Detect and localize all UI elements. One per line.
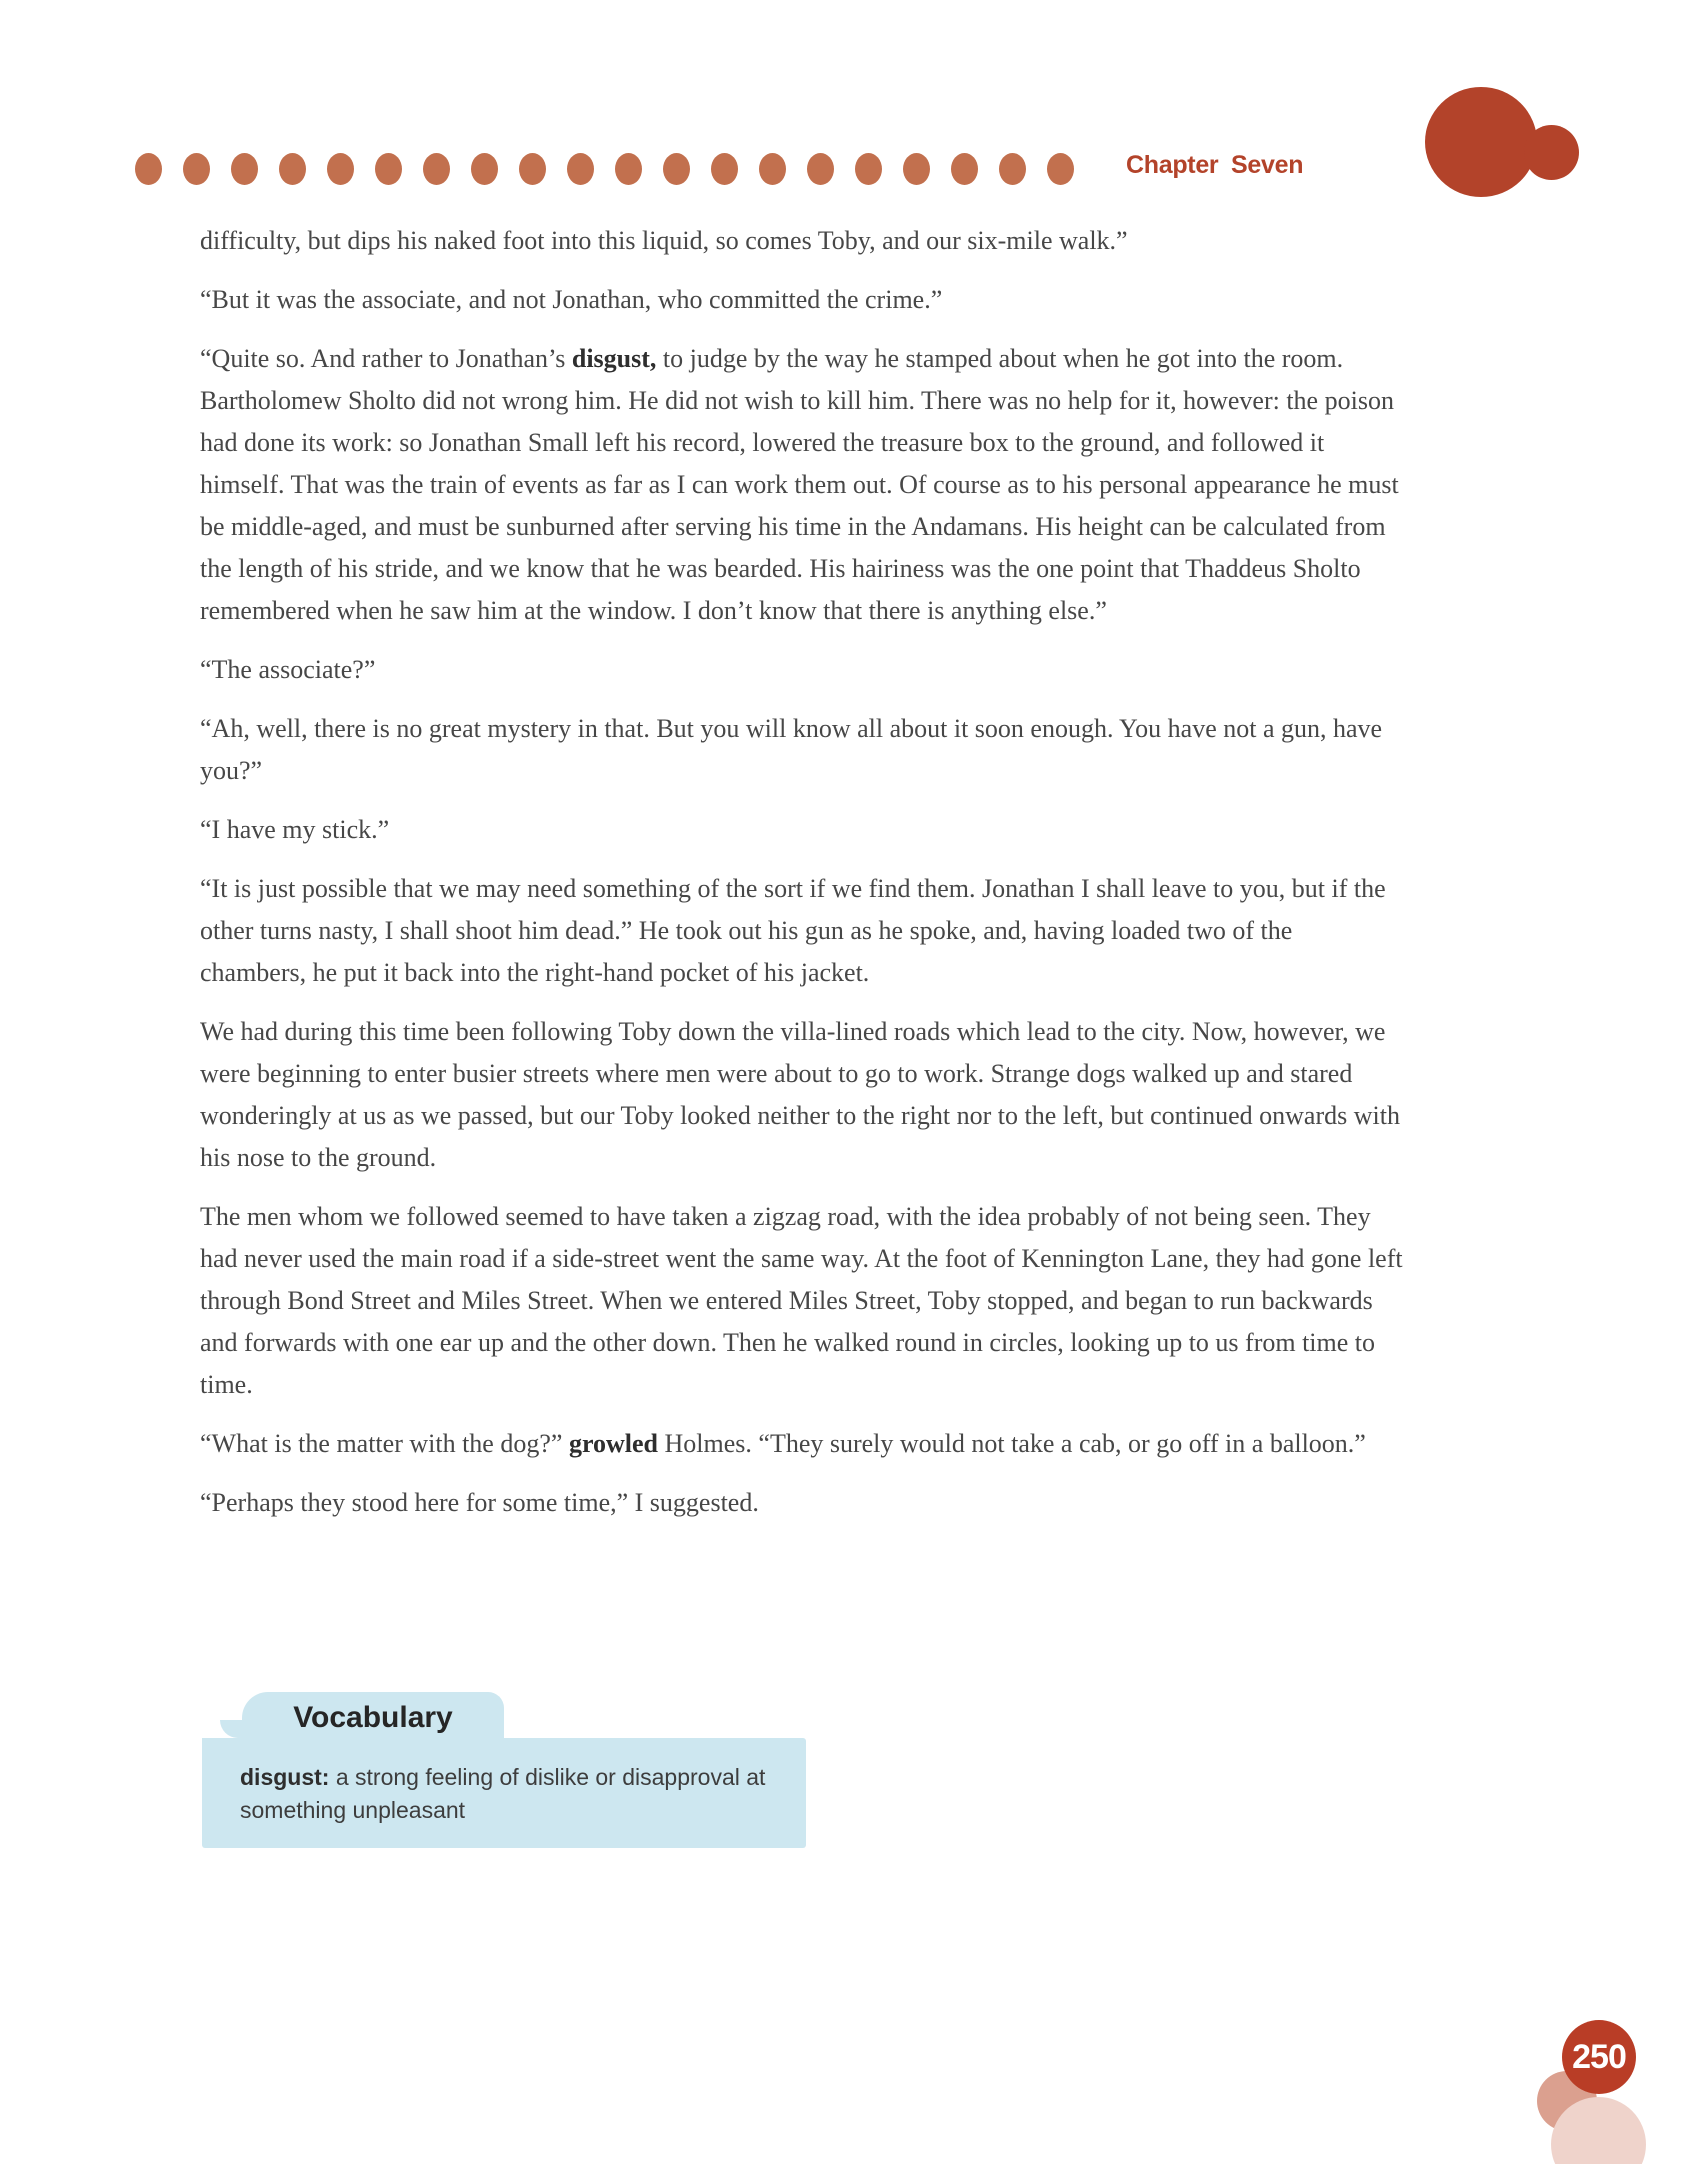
decorative-dot [423,153,450,185]
bold-term: disgust, [571,344,657,373]
text-segment: “Quite so. And rather to Jonathan’s [200,344,572,373]
paragraph [200,1196,1404,1406]
text-segment: “I have my stick.” [200,815,390,844]
decorative-dot [951,153,978,185]
chapter-heading: Chapter Seven [1126,151,1304,179]
header-blob-small-circle [1524,125,1579,180]
decorative-dot [999,153,1026,185]
text-segment: “Perhaps they stood here for some time,” I suggested. [200,1488,759,1517]
paragraph [200,338,1404,632]
text-segment: to judge by the way he stamped about when he got into the room. Bartholomew Sholto did not wrong him. He did not wish to kill him. There was no help for it, however: the poison had done its work: so Jonathan Small left his record, lowered the treasure box to the ground, and followed it himself. That was the train of events as far as I can work them out. Of course as to his personal appearance he must be middle-aged, and must be sunburned after serving his time in the Andamans. His height can be calculated from the length of his stride, and we know that he was bearded. His hairiness was the one point that Thaddeus Sholto remembered when he saw him at the window. I don’t know that there is anything else.” [200,344,1399,625]
text-segment: “Ah, well, there is no great mystery in that. But you will know all about it soon enough. You have not a gun, have you?” [200,714,1383,785]
text-segment: “What is the matter with the dog?” [200,1429,569,1458]
paragraph [200,1423,1404,1465]
vocabulary-term: disgust: [240,1764,330,1790]
decorative-dot [855,153,882,185]
text-segment: difficulty, but dips his naked foot into this liquid, so comes Toby, and our six-mile walk.” [200,226,1128,255]
text-segment: Holmes. “They surely would not take a cab, or go off in a balloon.” [658,1429,1366,1458]
vocabulary-box [202,1701,806,1848]
decorative-dot [759,153,786,185]
decorative-dot [375,153,402,185]
decorative-dot [519,153,546,185]
paragraph [200,868,1404,994]
decorative-dots-row [135,153,1074,185]
decorative-dot [615,153,642,185]
decorative-dot [711,153,738,185]
decorative-dot [279,153,306,185]
vocabulary-title: Vocabulary [293,1701,453,1734]
vocabulary-entry [240,1761,778,1827]
paragraph [200,649,1404,691]
paragraph [200,220,1404,262]
decorative-dot [903,153,930,185]
body-text [200,220,1404,1541]
decorative-dot [231,153,258,185]
header-blob-large-circle [1425,87,1537,197]
decorative-dot [567,153,594,185]
decorative-dot [183,153,210,185]
text-segment: “The associate?” [200,655,376,684]
text-segment: The men whom we followed seemed to have taken a zigzag road, with the idea probably of not being seen. They had never used the main road if a side-street went the same way. At the foot of Kennington Lane, they had gone left through Bond Street and Miles Street. When we entered Miles Street, Toby stopped, and began to run backwards and forwards with one ear up and the other down. Then he walked round in circles, looking up to us from time to time. [200,1202,1403,1399]
decorative-dot [327,153,354,185]
page-number-badge: 250 [1562,2020,1636,2094]
paragraph [200,1011,1404,1179]
text-segment: We had during this time been following Toby down the villa-lined roads which lead to the city. Now, however, we were beginning to enter busier streets where men were about to go to work. Strange dogs walked up and stared wonderingly at us as we passed, but our Toby looked neither to the right nor to the left, but continued onwards with his nose to the ground. [200,1017,1400,1172]
vocabulary-definition: a strong feeling of dislike or disapproval at something unpleasant [240,1764,766,1823]
vocabulary-tab [242,1692,504,1738]
paragraph [200,708,1404,792]
decorative-dot [807,153,834,185]
bold-term: growled [568,1429,659,1458]
decorative-dot [135,153,162,185]
paragraph [200,809,1404,851]
vocabulary-entries [202,1738,806,1827]
paragraph [200,1482,1404,1524]
decorative-dot [663,153,690,185]
text-segment: “But it was the associate, and not Jonathan, who committed the crime.” [200,285,943,314]
paragraph [200,279,1404,321]
decorative-dot [471,153,498,185]
decorative-dot [1047,153,1074,185]
text-segment: “It is just possible that we may need something of the sort if we find them. Jonathan I shall leave to you, but if the other turns nasty, I shall shoot him dead.” He took out his gun as he spoke, and, having loaded two of the chambers, he put it back into the right-hand pocket of his jacket. [200,874,1386,987]
